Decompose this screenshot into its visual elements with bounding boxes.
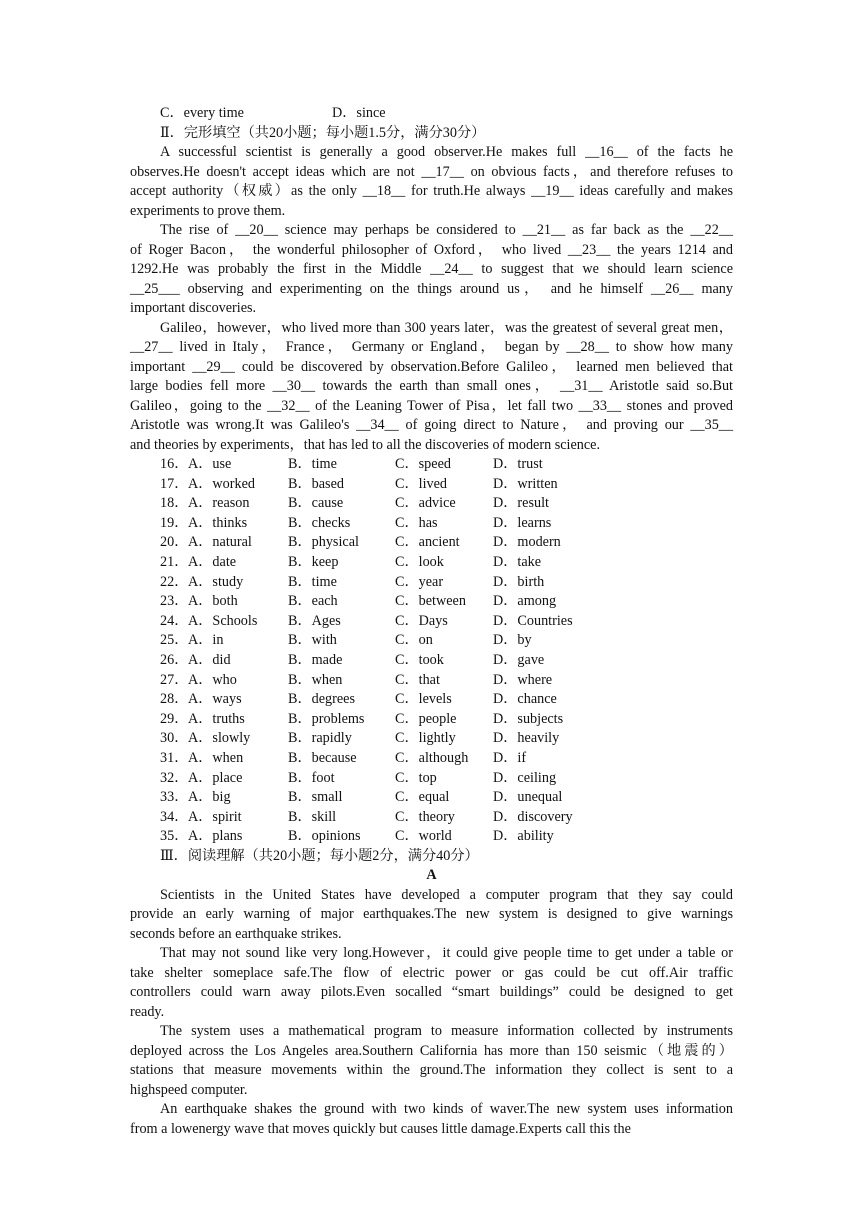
option-d: D．discovery [493,808,573,825]
cloze-passage-line: large bodies fell more __30__ towards the earth than small ones， __31__ Aristotle said so.But [130,378,733,394]
question-row [130,514,733,534]
option-a: A．when [188,749,244,766]
option-d: D．if [493,749,527,766]
option-d: D．gave [493,651,545,668]
option-b: B．opinions [288,828,361,845]
reading-passage-line: stations that measure movements within the ground.The information they collect is sent to a [130,1062,733,1079]
option-c: C．lightly [395,730,456,747]
option-b: B．small [288,789,343,806]
option-d: D．learns [493,514,552,531]
option-c: C．between [395,593,466,610]
reading-passage-line: That may not sound like very long.However，it could give people time to get under a table or [160,945,733,962]
question-number: 18． [160,495,189,512]
option-b: B．degrees [288,691,355,708]
option-c: C．lived [395,475,448,492]
option-c: C．that [395,671,440,688]
option-a: A．study [188,573,244,590]
question-row [130,749,733,769]
reading-passage-line: controllers could warn away pilots.Even socalled “smart buildings” could be designed to get [130,984,733,1001]
option-c: C．people [395,710,457,727]
cloze-passage-line: important __29__ could be discovered by observation.Before Galileo， learned men believed that [130,358,733,375]
reading-passage-line: deployed across the Los Angeles area.Southern California has more than 150 seismic（地震的） [130,1042,733,1059]
option-d: D．result [493,495,549,512]
cloze-passage-line: 1292.He was probably the first in the Middle __24__ to suggest that we should learn science [130,261,733,277]
question-number: 28． [160,691,189,708]
option-b: B．because [288,749,357,766]
option-b: B．made [288,651,343,668]
question-number: 31． [160,749,189,766]
question-number: 25． [160,632,189,649]
question-number: 32． [160,769,189,786]
reading-passage-line: seconds before an earthquake strikes. [130,925,342,942]
option-c: C．ancient [395,534,460,551]
cloze-passage-line: __27__ lived in Italy， France， Germany or England， began by __28__ to show how many [130,339,733,355]
cloze-passage-line: accept authority（权威）as the only __18__ for truth.He always __19__ ideas carefully and makes [130,183,733,199]
question-row [130,769,733,789]
option-a: A．Schools [188,612,258,629]
question-row [130,808,733,828]
question-number: 30． [160,730,189,747]
option-a: A．natural [188,534,252,551]
question-number: 20． [160,534,189,551]
option-b: B．checks [288,514,351,531]
question-number: 24． [160,612,189,629]
top-options-row [130,104,733,124]
reading-passage-line: An earthquake shakes the ground with two kinds of waver.The new system uses information [160,1101,733,1118]
reading-passage-line: provide an early warning of major earthquakes.The new system is designed to give warnings [130,906,733,923]
option-d: D．Countries [493,612,573,629]
option-c: C．theory [395,808,455,825]
cloze-passage-line: important discoveries. [130,300,257,316]
question-row [130,475,733,495]
option-b: B．with [288,632,337,649]
option-b: B．cause [288,495,344,512]
option-c: C．equal [395,789,450,806]
option-a: A．ways [188,691,242,708]
question-number: 26． [160,651,189,668]
cloze-passage-line: Galileo，however，who lived more than 300 years later，was the greatest of several great men， [160,319,733,336]
reading-passage-line: Scientists in the United States have developed a computer program that they say could [160,886,733,903]
question-number: 34． [160,808,189,825]
option-a: A．use [188,456,232,472]
option-a: A．spirit [188,808,242,825]
question-number: 19． [160,514,189,531]
option-b: B．keep [288,553,339,570]
option-c: C．has [395,514,438,531]
cloze-passage-line: observes.He doesn't accept ideas which are not __17__ on obvious facts，and therefore refuses to [130,163,733,180]
question-number: 33． [160,789,189,806]
question-row [130,455,733,475]
reading-passage-line: highspeed computer. [130,1081,248,1098]
question-row [130,592,733,612]
option-b: B．physical [288,534,359,551]
option-d: D．heavily [493,730,560,747]
option-c: C．year [395,573,444,590]
reading-passage-line: from a lowenergy wave that moves quickly but causes little damage.Experts call this the [130,1120,631,1137]
option-a: A．who [188,671,237,688]
question-list [130,455,733,847]
option-a: A．plans [188,828,243,845]
question-row [130,612,733,632]
reading-passage [130,886,733,1140]
reading-passage-line: take shelter someplace safe.The flow of electric power or gas could be cut off.Air traffic [130,964,733,981]
option-c: C．top [395,769,437,786]
cloze-passage-line: of Roger Bacon， the wonderful philosopher of Oxford， who lived __23__ the years 1214 and [130,241,733,258]
question-row [130,553,733,573]
question-row [130,671,733,691]
question-row [130,710,733,730]
option-d: D．subjects [493,710,564,727]
option-c: C．speed [395,456,451,472]
option-c: C．although [395,749,469,766]
option-c: C．on [395,632,433,649]
option-d: D．by [493,632,532,649]
cloze-passage-line: Galileo，going to the __32__ of the Leaning Tower of Pisa，let fall two __33__ stones and proved [130,397,733,414]
question-number: 27． [160,671,189,688]
option-d: D．modern [493,534,561,551]
option-a: A．date [188,553,237,570]
option-b: B．rapidly [288,730,352,747]
option-d: D．trust [493,456,543,472]
option-d: D．where [493,671,553,688]
option-b: B．when [288,671,343,688]
option-d: D．written [493,475,558,492]
question-row [130,788,733,808]
question-number: 16． [160,456,189,472]
option-a: A．truths [188,710,245,727]
option-a: A．slowly [188,730,251,747]
option-d: D．ability [493,828,554,845]
question-row [130,651,733,671]
reading-passage-line: The system uses a mathematical program to measure information collected by instruments [160,1023,733,1040]
option-b: B．problems [288,710,365,727]
cloze-passage [130,143,733,455]
question-row [130,631,733,651]
option-a: A．in [188,632,224,649]
question-row [130,533,733,553]
option-a: A．did [188,651,231,668]
question-number: 35． [160,828,189,845]
question-number: 23． [160,593,189,610]
question-row [130,827,733,847]
option-c: C．every time [160,105,244,121]
question-number: 17． [160,475,189,492]
reading-passage-line: ready. [130,1003,165,1020]
section2-heading: Ⅱ．完形填空（共20小题；每小题1.5分，满分30分） [160,124,486,141]
article-label: A [426,867,437,884]
option-a: A．thinks [188,514,248,531]
question-number: 21． [160,553,189,570]
option-c: C．look [395,553,444,570]
option-d: D．among [493,593,557,610]
option-b: B．skill [288,808,337,825]
question-row [130,690,733,710]
option-d: D．birth [493,573,545,590]
option-b: B．time [288,456,337,472]
option-d: D．chance [493,691,557,708]
option-a: A．big [188,789,231,806]
option-b: B．each [288,593,338,610]
option-c: C．advice [395,495,456,512]
option-d: D．take [493,553,542,570]
option-c: C．Days [395,612,448,629]
option-b: B．based [288,475,344,492]
cloze-passage-line: The rise of __20__ science may perhaps be considered to __21__ as far back as the __22__ [160,222,733,238]
question-number: 29． [160,710,189,727]
question-row [130,494,733,514]
question-row [130,729,733,749]
cloze-passage-line: __25___ observing and experimenting on the things around us， and he himself __26__ many [130,280,733,297]
question-number: 22． [160,573,189,590]
section3-heading: Ⅲ．阅读理解（共20小题；每小题2分，满分40分） [160,847,479,864]
option-a: A．both [188,593,238,610]
option-b: B．Ages [288,612,341,629]
option-a: A．worked [188,475,255,492]
option-d: D．unequal [493,789,563,806]
option-c: C．levels [395,691,452,708]
cloze-passage-line: and theories by experiments，that has led to all the discoveries of modern science. [130,436,601,453]
option-b: B．time [288,573,337,590]
option-c: C．world [395,828,452,845]
option-b: B．foot [288,769,335,786]
option-a: A．reason [188,495,250,512]
option-c: C．took [395,651,444,668]
option-d: D．ceiling [493,769,557,786]
option-a: A．place [188,769,243,786]
cloze-passage-line: experiments to prove them. [130,202,286,219]
cloze-passage-line: A successful scientist is generally a good observer.He makes full __16__ of the facts he [160,144,733,160]
question-row [130,573,733,593]
exam-page [130,104,733,1139]
cloze-passage-line: Aristotle was wrong.It was Galileo's __34__ of going direct to Nature， and proving our __35__ [130,417,733,433]
option-d: D．since [332,105,386,121]
